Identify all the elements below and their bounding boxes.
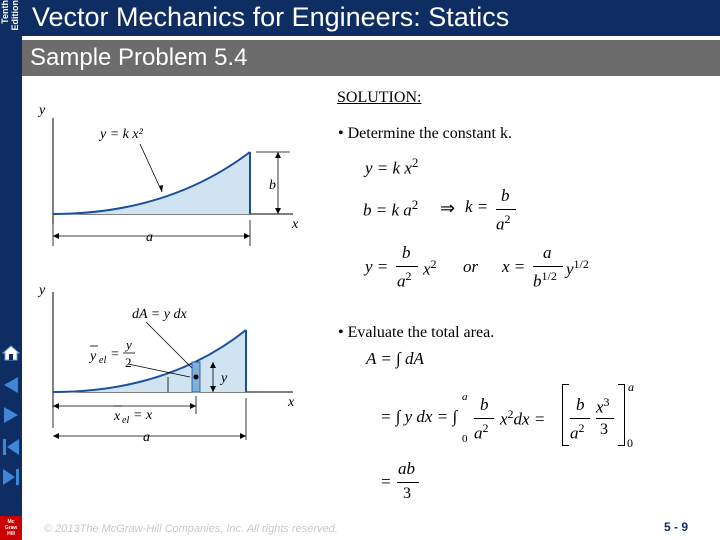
bottom-a-label: a	[143, 430, 150, 445]
page-number: 5 - 9	[664, 520, 689, 534]
edition-line-1: Tenth	[0, 0, 10, 24]
edition-label	[0, 0, 22, 40]
top-leader-line	[140, 144, 162, 192]
bottom-x-axis-label: x	[288, 395, 295, 410]
x-equals: x =	[502, 257, 526, 276]
equation-1: y = k $x^2$	[365, 155, 419, 178]
bottom-leader-line	[146, 322, 192, 368]
publisher-logo: Mc Graw Hill	[0, 516, 22, 540]
top-x-axis-label: x	[292, 217, 299, 232]
bottom-figure	[28, 278, 310, 448]
top-a-label: a	[146, 230, 153, 245]
yel-equals: =	[111, 347, 119, 362]
bottom-y-label: y	[221, 371, 228, 386]
yel-numerator: y	[126, 337, 132, 352]
step-1-text: • Determine the constant k.	[338, 125, 512, 142]
previous-slide-icon[interactable]	[0, 404, 22, 426]
last-slide-icon[interactable]	[0, 466, 22, 488]
xel-label: x	[114, 409, 121, 424]
yel-subscript: el	[99, 355, 107, 366]
xel-rhs: = x	[133, 408, 153, 423]
equation-3-lhs: y =	[365, 257, 389, 276]
slide-title: Vector Mechanics for Engineers: Statics	[22, 0, 720, 36]
or-label: or	[463, 257, 479, 276]
element-centroid	[194, 375, 199, 380]
top-curve-equation: y = k x²	[100, 127, 143, 142]
copyright-notice: © 2013The McGraw-Hill Companies, Inc. All rights reserved.	[44, 523, 338, 535]
bottom-shaded-area	[53, 330, 246, 392]
yel-label: y	[90, 349, 97, 364]
equation-2: b = k $a^2$	[363, 197, 419, 220]
k-equals: k =	[465, 197, 489, 216]
area-equation-1: A = ∫ dA	[366, 349, 424, 368]
bottom-y-axis-label: y	[39, 283, 46, 298]
implies-arrow: ⇒	[440, 198, 456, 218]
edition-line-2: Edition	[10, 0, 20, 31]
next-slide-icon[interactable]	[0, 436, 22, 458]
xel-subscript: el	[122, 415, 130, 426]
step-2-text: • Evaluate the total area.	[338, 324, 495, 341]
top-y-axis-label: y	[39, 103, 46, 118]
solution-heading: SOLUTION:	[337, 89, 422, 106]
area-equation-3: =	[380, 472, 392, 491]
slide-subtitle: Sample Problem 5.4	[22, 40, 720, 76]
yel-denominator: 2	[125, 355, 132, 370]
k-denominator: $a^2$	[496, 212, 511, 234]
top-figure	[28, 96, 310, 256]
area-equation-2: = ∫ y dx = ∫	[380, 407, 458, 426]
top-shaded-area	[53, 152, 250, 214]
first-slide-icon[interactable]	[0, 374, 22, 396]
element-area-label: dA = y dx	[132, 307, 187, 322]
k-numerator: b	[501, 186, 510, 205]
sidebar	[0, 0, 22, 540]
top-b-label: b	[269, 178, 276, 193]
home-icon[interactable]	[0, 342, 22, 364]
